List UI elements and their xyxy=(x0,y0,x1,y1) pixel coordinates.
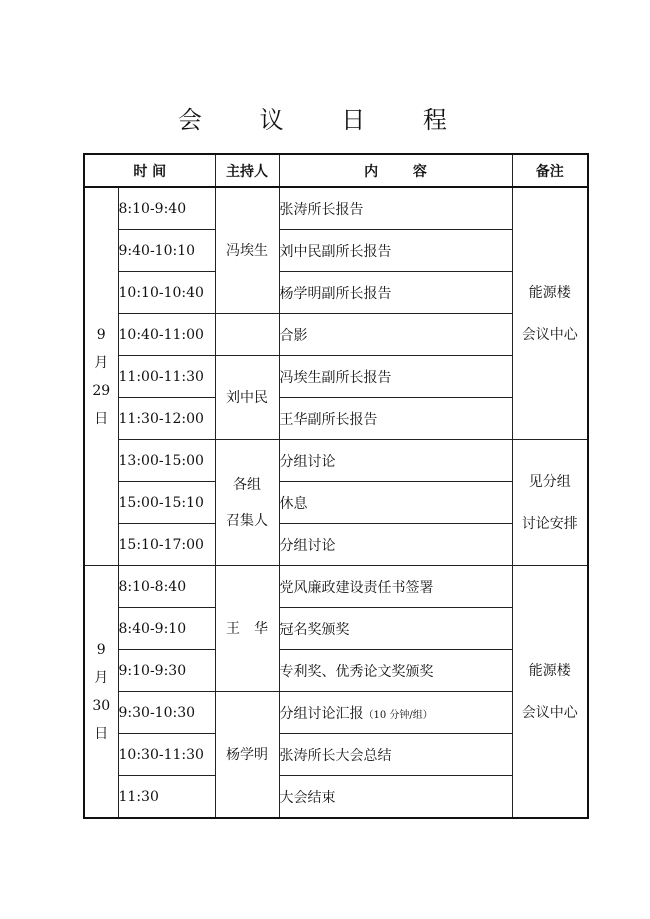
day-line: 日 xyxy=(94,410,109,427)
note-line: 见分组 xyxy=(528,473,571,490)
day-line: 30 xyxy=(92,697,111,714)
header-content: 内 容 xyxy=(279,154,512,187)
content-cell: 分组讨论 xyxy=(279,524,512,566)
content-cell: 张涛所长大会总结 xyxy=(279,734,512,776)
day-line: 9 xyxy=(96,326,106,343)
page-title: 会 议 日 程 xyxy=(178,106,472,134)
content-cell: 杨学明副所长报告 xyxy=(279,272,512,314)
time-cell: 11:30-12:00 xyxy=(118,398,215,440)
day-line: 月 xyxy=(94,354,109,371)
note-line: 会议中心 xyxy=(521,326,578,343)
time-cell: 15:00-15:10 xyxy=(118,482,215,524)
time-cell: 8:10-9:40 xyxy=(118,187,215,230)
day-cell-29 xyxy=(84,187,118,566)
content-cell xyxy=(279,692,512,734)
time-cell: 15:10-17:00 xyxy=(118,524,215,566)
header-host: 主持人 xyxy=(215,154,279,187)
host-line: 召集人 xyxy=(226,512,268,529)
table-row xyxy=(84,566,588,608)
host-cell xyxy=(215,440,279,566)
content-cell: 王华副所长报告 xyxy=(279,398,512,440)
content-cell: 合影 xyxy=(279,314,512,356)
schedule-table xyxy=(83,153,589,819)
content-cell: 大会结束 xyxy=(279,776,512,819)
time-cell: 10:10-10:40 xyxy=(118,272,215,314)
table-row xyxy=(84,440,588,482)
note-line: 能源楼 xyxy=(528,662,571,679)
content-cell: 分组讨论 xyxy=(279,440,512,482)
day-line: 日 xyxy=(94,725,109,742)
host-cell xyxy=(215,314,279,356)
header-note: 备注 xyxy=(512,154,588,187)
day-line: 29 xyxy=(92,382,111,399)
note-cell xyxy=(512,566,588,819)
day-cell-30 xyxy=(84,566,118,819)
time-cell: 9:40-10:10 xyxy=(118,230,215,272)
host-cell: 王 华 xyxy=(215,566,279,692)
note-line: 讨论安排 xyxy=(521,515,578,532)
note-line: 会议中心 xyxy=(521,704,578,721)
content-cell: 专利奖、优秀论文奖颁奖 xyxy=(279,650,512,692)
content-cell: 党风廉政建设责任书签署 xyxy=(279,566,512,608)
content-cell: 张涛所长报告 xyxy=(279,187,512,230)
time-cell: 9:10-9:30 xyxy=(118,650,215,692)
header-time: 时 间 xyxy=(84,154,215,187)
time-cell: 13:00-15:00 xyxy=(118,440,215,482)
header-row xyxy=(84,154,588,187)
content-cell: 冠名奖颁奖 xyxy=(279,608,512,650)
time-cell: 9:30-10:30 xyxy=(118,692,215,734)
host-cell: 刘中民 xyxy=(215,356,279,440)
content-cell: 刘中民副所长报告 xyxy=(279,230,512,272)
day-line: 9 xyxy=(96,641,106,658)
time-cell: 11:00-11:30 xyxy=(118,356,215,398)
note-cell xyxy=(512,440,588,566)
day-line: 月 xyxy=(94,669,109,686)
host-cell: 冯埃生 xyxy=(215,187,279,314)
table-row xyxy=(84,187,588,230)
host-line: 各组 xyxy=(233,476,261,493)
time-cell: 10:40-11:00 xyxy=(118,314,215,356)
content-text: 分组讨论汇报 xyxy=(279,705,364,722)
time-cell: 10:30-11:30 xyxy=(118,734,215,776)
time-cell: 11:30 xyxy=(118,776,215,819)
content-note: （10 分钟/组） xyxy=(363,709,433,721)
content-cell: 冯埃生副所长报告 xyxy=(279,356,512,398)
host-cell: 杨学明 xyxy=(215,692,279,819)
time-cell: 8:40-9:10 xyxy=(118,608,215,650)
note-cell xyxy=(512,187,588,440)
time-cell: 8:10-8:40 xyxy=(118,566,215,608)
content-cell: 休息 xyxy=(279,482,512,524)
note-line: 能源楼 xyxy=(528,284,571,301)
